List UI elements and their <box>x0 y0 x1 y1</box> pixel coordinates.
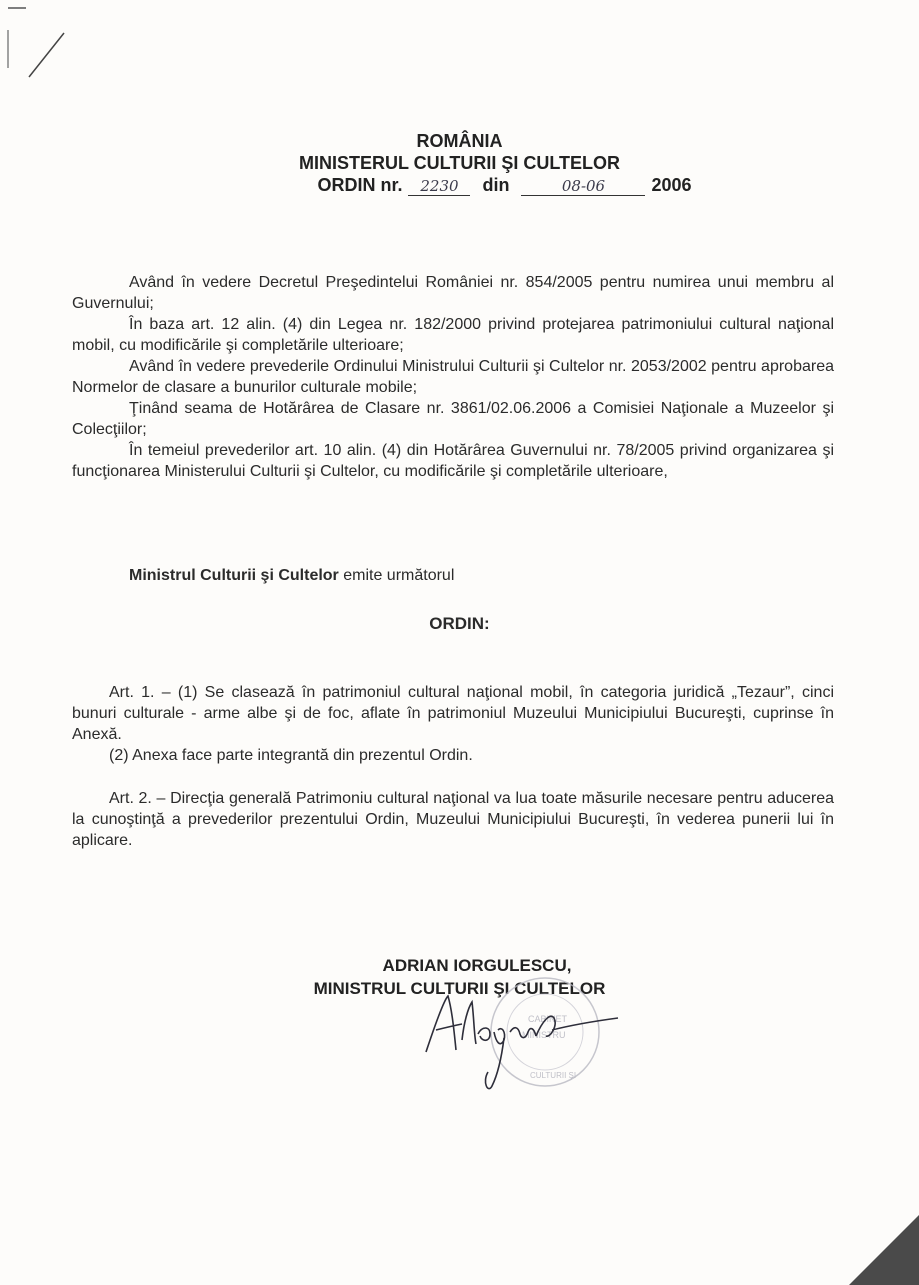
svg-text:MINISTRU: MINISTRU <box>522 1030 566 1040</box>
signatory-name: ADRIAN IORGULESCU, <box>382 956 572 975</box>
article-1-paragraph-1: Art. 1. – (1) Se clasează în patrimoniul cultural naţional mobil, în categoria juridică „Tezaur”, cinci bunuri culturale - arme albe şi de foc, aflate în patrimoniul Muzeului Municipiului Bucureşti, cuprinse în Anexă. <box>72 684 834 743</box>
article-1-paragraph-2: (2) Anexa face parte integrantă din prezentul Ordin. <box>109 747 473 764</box>
document-header <box>0 130 919 196</box>
folded-corner-icon <box>843 1215 919 1285</box>
order-number-handwritten: 2230 <box>408 177 470 196</box>
date-label: din <box>482 175 510 195</box>
svg-text:CULTURII ŞI: CULTURII ŞI <box>530 1071 577 1080</box>
preamble-paragraph: Ţinând seama de Hotărârea de Clasare nr. 3861/02.06.2006 a Comisiei Naţionale a Muzeelor şi Colecţiilor; <box>72 400 834 438</box>
order-label: ORDIN nr. <box>317 175 403 195</box>
preamble-paragraph: În baza art. 12 alin. (4) din Legea nr. 182/2000 privind protejarea patrimoniului cultural naţional mobil, cu modificările şi completările ulterioare; <box>72 316 834 354</box>
ministry-heading: MINISTERUL CULTURII ŞI CULTELOR <box>299 153 620 173</box>
handwritten-signature-icon <box>418 982 628 1097</box>
signatory-title: MINISTRUL CULTURII ŞI CULTELOR <box>313 979 606 998</box>
preamble-paragraph: În temeiul prevederilor art. 10 alin. (4) din Hotărârea Guvernului nr. 78/2005 privind organizarea şi funcţionarea Ministerului Culturii şi Cultelor, cu modificările şi completările ulterioare, <box>72 442 834 480</box>
ordin-title: ORDIN: <box>429 614 490 633</box>
order-number-line <box>90 174 919 196</box>
svg-text:CABINET: CABINET <box>528 1014 568 1024</box>
preamble <box>72 272 834 482</box>
emite-rest: emite următorul <box>338 567 455 584</box>
scan-mark-icon <box>0 0 80 90</box>
date-handwritten: 08-06 <box>521 177 645 196</box>
country-heading: ROMÂNIA <box>416 131 503 151</box>
preamble-paragraph: Având în vedere Decretul Preşedintelui României nr. 854/2005 pentru numirea unui membru al Guvernului; <box>72 274 834 312</box>
emite-line <box>129 567 454 585</box>
articles <box>72 682 834 851</box>
preamble-paragraph: Având în vedere prevederile Ordinului Ministrului Culturii şi Cultelor nr. 2053/2002 pentru aprobarea Normelor de clasare a bunurilor culturale mobile; <box>72 358 834 396</box>
order-year: 2006 <box>651 175 692 195</box>
article-2: Art. 2. – Direcţia generală Patrimoniu cultural naţional va lua toate măsurile necesare pentru aducerea la cunoştinţă a prevederilor prezentului Ordin, Muzeului Municipiului Bucureşti, în vederea punerii lui în aplicare. <box>72 790 834 849</box>
minister-subject: Ministrul Culturii şi Cultelor <box>129 567 339 584</box>
